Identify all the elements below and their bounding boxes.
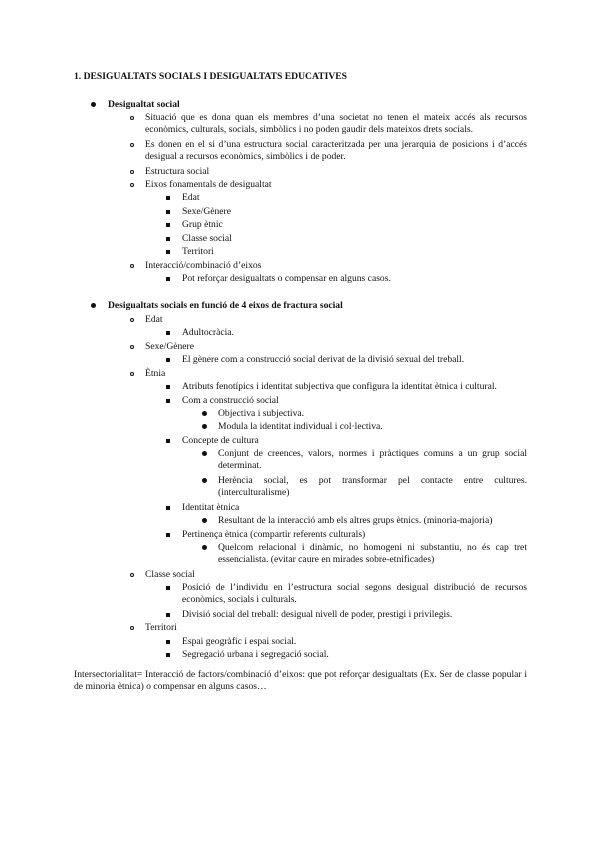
list-item: Sexe/Gènere (182, 206, 232, 217)
bullet-square-icon (166, 613, 170, 617)
bullet-square-icon (166, 439, 170, 443)
list-item: Segregació urbana i segregació social. (182, 649, 329, 660)
list-item: Herència social, es pot transformar pel contacte entre cultures. (interculturalisme) (218, 475, 527, 498)
bullet-circle-icon (130, 116, 134, 120)
bullet-square-icon (166, 277, 170, 281)
list-item: Interacció/combinació d’eixos (145, 260, 262, 271)
bullet-circle-icon (130, 264, 134, 268)
list-item: Pot reforçar desigualtats o compensar en alguns casos. (182, 273, 391, 284)
list-item: Resultant de la interacció amb els altres grups ètnics. (minoria-majoria) (218, 515, 493, 526)
list-item: Grup ètnic (182, 219, 223, 230)
list-item: Com a construcció social (182, 395, 279, 406)
bullet-square-icon (166, 196, 170, 200)
list-item: Adultocràcia. (182, 327, 234, 338)
bullet-dot-icon (202, 411, 207, 416)
bullet-square-icon (166, 358, 170, 362)
list-item: Posició de l’individu en l’estructura social segons desigual distribució de recursos econòmics, socials i culturals. (182, 582, 527, 605)
bullet-circle-icon (130, 143, 134, 147)
list-item: Edat (145, 314, 163, 325)
bullet-circle-icon (130, 626, 134, 630)
list-item: Classe social (182, 233, 232, 244)
section-heading: 1. DESIGUALTATS SOCIALS I DESIGUALTATS EDUCATIVES (74, 71, 347, 82)
topic-title: Desigualtat social (108, 99, 180, 110)
list-item: Conjunt de creences, valors, normes i pràctiques comuns a un grup social determinat. (218, 448, 527, 471)
list-item: Classe social (145, 569, 195, 580)
list-item: El gènere com a construcció social derivat de la divisió sexual del treball. (182, 354, 465, 365)
bullet-square-icon (166, 237, 170, 241)
definition-text: Situació que es dona quan els membres d’una societat no tenen el mateix accés als recursos econòmics, culturals, socials, simbòlics i no poden gaudir dels mateixos drets socials. (145, 112, 527, 135)
list-item: Pertinença ètnica (compartir referents culturals) (182, 529, 366, 540)
bullet-circle-icon (130, 183, 134, 187)
definition-text: Es donen en el si d’una estructura social caracteritzada per una jerarquia de posicions i d’accés desigual a recursos econòmics, simbòlics i de poder. (145, 139, 527, 162)
bullet-square-icon (166, 250, 170, 254)
list-item: Territori (145, 622, 177, 633)
bullet-circle-icon (130, 345, 134, 349)
bullet-circle-icon (130, 372, 134, 376)
bullet-dot-icon (202, 424, 207, 429)
closing-paragraph: Intersectorialitat= Interacció de factors/combinació d’eixos: que pot reforçar desigualtats (Ex. Ser de classe popular i de minoria ètnica) o compensar en alguns casos… (74, 669, 527, 692)
bullet-dot-icon (91, 102, 96, 107)
bullet-circle-icon (130, 318, 134, 322)
list-item: Divisió social del treball: desigual nivell de poder, prestigi i privilegis. (182, 609, 453, 620)
bullet-dot-icon (202, 478, 207, 483)
bullet-square-icon (166, 653, 170, 657)
bullet-square-icon (166, 506, 170, 510)
list-item: Edat (182, 192, 200, 203)
list-item: Modula la identitat individual i col·lectiva. (218, 421, 383, 432)
list-item: Territori (182, 246, 214, 257)
topic-title: Desigualtats socials en funció de 4 eixos de fractura social (108, 300, 343, 311)
list-item: Estructura social (145, 166, 210, 177)
list-item: Quelcom relacional i dinàmic, no homogeni ni substantiu, no és cap tret essencialista. (evitar caure en mirades sobre-etnificades) (218, 542, 527, 565)
bullet-square-icon (166, 210, 170, 214)
list-item: Espai geogràfic i espai social. (182, 636, 297, 647)
list-item: Ètnia (145, 368, 166, 379)
bullet-dot-icon (202, 451, 207, 456)
bullet-circle-icon (130, 573, 134, 577)
bullet-square-icon (166, 385, 170, 389)
list-item: Eixos fonamentals de desigualtat (145, 179, 272, 190)
bullet-square-icon (166, 331, 170, 335)
bullet-square-icon (166, 533, 170, 537)
list-item: Atributs fenotípics i identitat subjectiva que configura la identitat ètnica i cultural. (182, 381, 497, 392)
bullet-square-icon (166, 223, 170, 227)
list-item: Sexe/Gènere (145, 341, 195, 352)
bullet-dot-icon (202, 545, 207, 550)
bullet-dot-icon (202, 518, 207, 523)
bullet-square-icon (166, 399, 170, 403)
bullet-dot-icon (91, 303, 96, 308)
bullet-square-icon (166, 586, 170, 590)
bullet-circle-icon (130, 170, 134, 174)
list-item: Concepte de cultura (182, 435, 259, 446)
list-item: Objectiva i subjectiva. (218, 408, 305, 419)
list-item: Identitat ètnica (182, 502, 240, 513)
bullet-square-icon (166, 640, 170, 644)
